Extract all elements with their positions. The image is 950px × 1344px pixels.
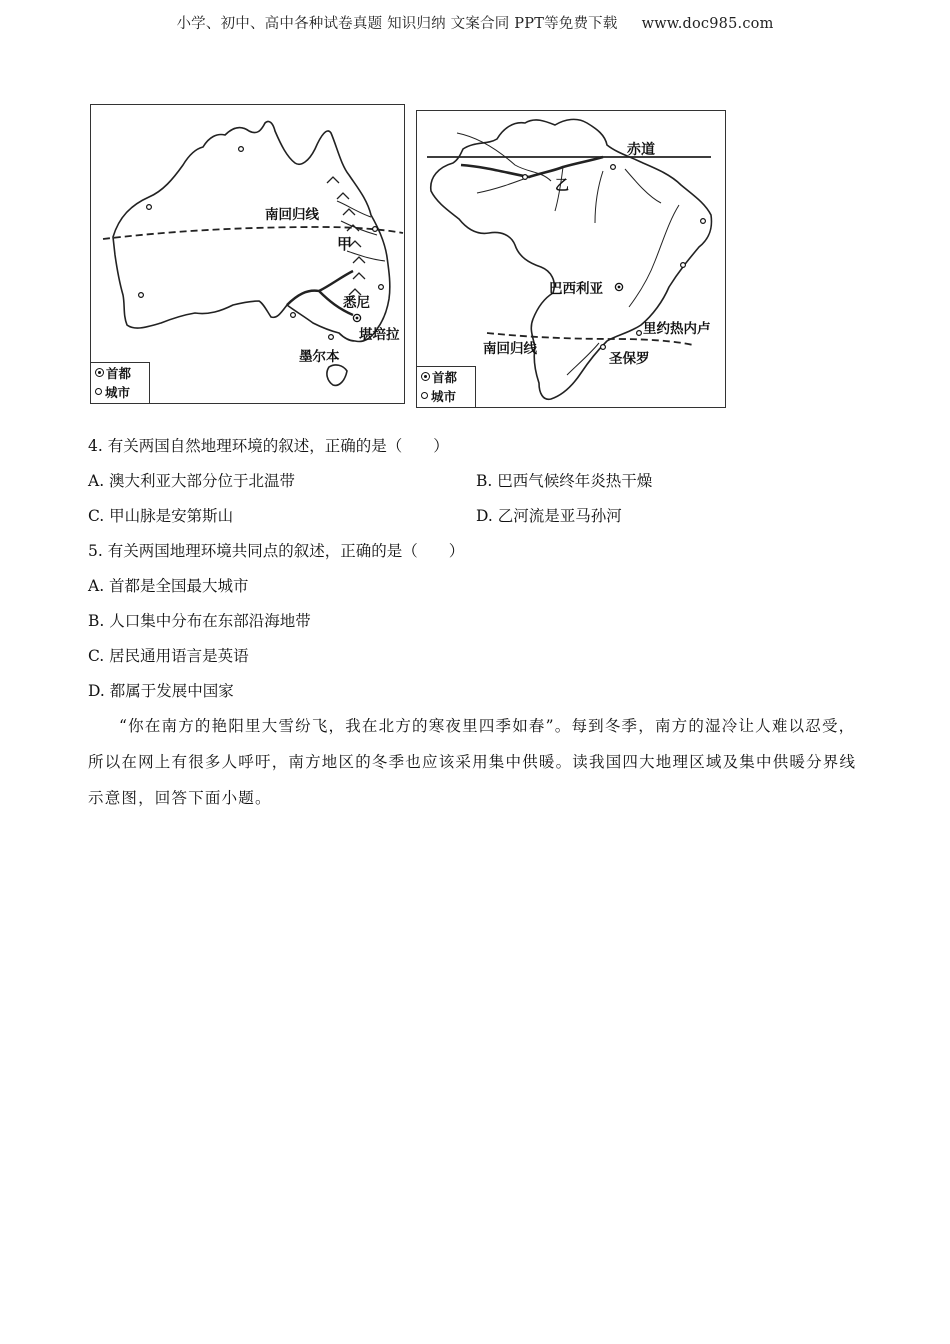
question-5-option-b[interactable]: B. 人口集中分布在东部沿海地带 [88, 612, 311, 630]
question-5-option-c[interactable]: C. 居民通用语言是英语 [88, 647, 249, 665]
city-sydney [379, 285, 384, 290]
city-north [147, 205, 152, 210]
tasmania-outline [327, 365, 347, 385]
legend-city-label: 城市 [105, 384, 131, 400]
city-melbourne [329, 335, 334, 340]
question-5-option-d[interactable]: D. 都属于发展中国家 [88, 682, 234, 700]
city-symbol-icon [95, 388, 102, 395]
question-4-option-c[interactable]: C. 甲山脉是安第斯山 [88, 507, 234, 525]
saopaulo-label: 圣保罗 [609, 351, 650, 367]
question-4-option-a[interactable]: A. 澳大利亚大部分位于北温带 [88, 472, 296, 490]
city-symbol-icon [421, 392, 428, 399]
australia-legend [91, 362, 150, 403]
legend-city-row [417, 386, 475, 405]
question-5-option-a[interactable]: A. 首都是全国最大城市 [88, 577, 249, 595]
city-rio [637, 331, 642, 336]
page-header [0, 12, 950, 33]
city-adelaide [291, 313, 296, 318]
melbourne-label: 墨尔本 [299, 349, 340, 365]
capital-canberra-dot [356, 317, 359, 320]
rio-label: 里约热内卢 [643, 321, 711, 337]
legend-capital-row [417, 367, 475, 386]
city-saopaulo [601, 345, 606, 350]
brazil-map [416, 110, 726, 408]
legend-capital-label: 首都 [106, 365, 132, 381]
legend-city-label: 城市 [431, 388, 457, 404]
brazil-map-drawing [417, 111, 725, 407]
sydney-label: 悉尼 [343, 295, 370, 311]
reading-passage [88, 708, 868, 816]
legend-capital-label: 首都 [432, 369, 458, 385]
header-text: 小学、初中、高中各种试卷真题 知识归纳 文案合同 PPT等免费下载 [176, 16, 618, 32]
brasilia-label: 巴西利亚 [549, 281, 603, 297]
equator-label: 赤道 [627, 142, 655, 158]
range-label-jia: 甲 [337, 235, 353, 253]
question-4-option-b[interactable]: B. 巴西气候终年炎热干燥 [476, 472, 653, 490]
city-darwin [239, 147, 244, 152]
city-manaus [523, 175, 528, 180]
city-salvador [681, 263, 686, 268]
capital-symbol-icon [95, 368, 104, 377]
city-belem [611, 165, 616, 170]
river-label-yi: 乙 [555, 178, 569, 194]
city-perth [139, 293, 144, 298]
capital-symbol-icon [421, 372, 430, 381]
tropic-label-bra: 南回归线 [483, 341, 537, 357]
header-url[interactable]: www.doc985.com [641, 16, 774, 32]
australia-map [90, 104, 405, 404]
question-4-option-d[interactable]: D. 乙河流是亚马孙河 [476, 507, 622, 525]
city-recife [701, 219, 706, 224]
tropic-label-aus: 南回归线 [265, 207, 319, 223]
passage-text: “你在南方的艳阳里大雪纷飞，我在北方的寒夜里四季如春”。每到冬季，南方的湿冷让人难以忍受，所以在网上有很多人呼吁，南方地区的冬季也应该采用集中供暖。读我国四大地理区域及集中供暖分界线示意图，回答下面小题。 [88, 717, 857, 807]
legend-city-row [91, 382, 149, 401]
sao-francisco-river [629, 205, 679, 307]
map-figure [88, 100, 733, 412]
amazon-tributaries [477, 167, 661, 223]
australia-map-drawing [91, 105, 404, 403]
city-brisbane [373, 227, 378, 232]
question-5-stem: 5. 有关两国地理环境共同点的叙述，正确的是（ ） [88, 542, 465, 560]
brazil-legend [417, 366, 476, 407]
brazil-outline [431, 119, 712, 399]
amazon-river-yi [461, 157, 603, 177]
canberra-label: 堪培拉 [359, 327, 400, 343]
legend-capital-row [91, 363, 149, 382]
question-4-stem: 4. 有关两国自然地理环境的叙述，正确的是（ ） [88, 437, 449, 455]
capital-brasilia-dot [618, 286, 621, 289]
